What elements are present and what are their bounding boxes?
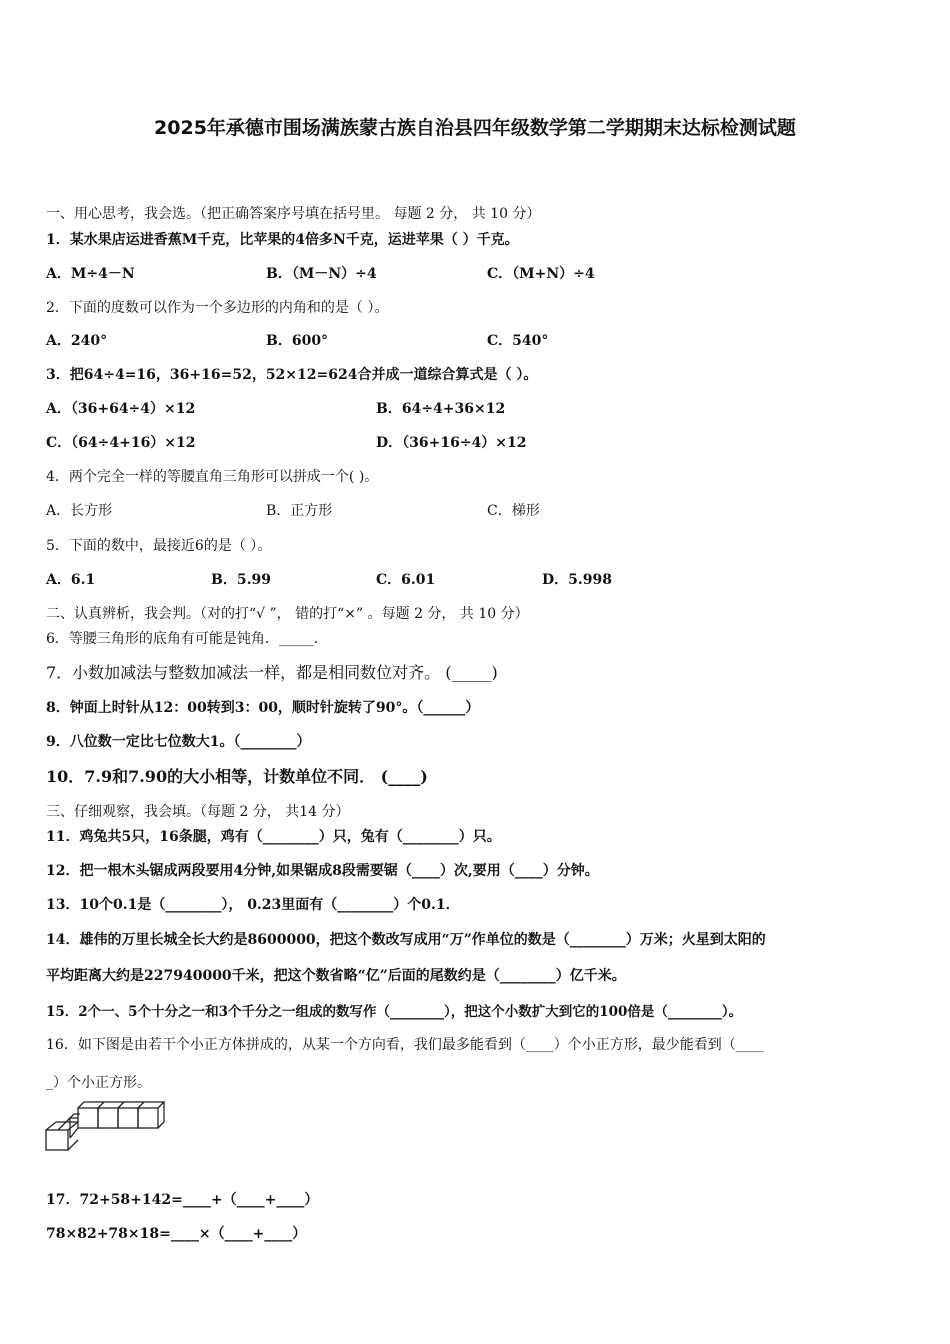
question-17-line-2: 78×82+78×18=____×（____+____） — [46, 1226, 307, 1242]
question-17-line-1: 17．72+58+142=____+（____+____） — [46, 1192, 319, 1208]
question-10: 10．7.9和7.90的大小相等，计数单位不同． (____) — [46, 767, 428, 786]
question-2: 2．下面的度数可以作为一个多边形的内角和的是（ ）。 — [46, 300, 389, 316]
q3-option-d: D．（36+16÷4）×12 — [376, 435, 527, 451]
section3-heading: 三、仔细观察，我会填。（每题 2 分， 共14 分） — [46, 804, 350, 820]
question-1: 1．某水果店运进香蕉M千克，比苹果的4倍多N千克，运进苹果（ ）千克。 — [46, 232, 519, 248]
question-11: 11．鸡兔共5只，16条腿，鸡有（________）只，兔有（________）只。 — [46, 829, 501, 845]
q4-option-c: C．梯形 — [487, 503, 540, 519]
q5-option-c: C．6.01 — [376, 572, 436, 588]
q3-option-b: B．64÷4+36×12 — [376, 401, 506, 417]
q2-option-a: A．240° — [46, 333, 108, 349]
q5-option-a: A．6.1 — [46, 572, 96, 588]
question-15: 15．2个一、5个十分之一和3个千分之一组成的数写作（________），把这个小数扩大到它的100倍是（________）。 — [46, 1004, 743, 1020]
question-16-line-2: _）个小正方形。 — [46, 1075, 151, 1091]
q1-option-a: A．M÷4－N — [46, 266, 135, 282]
cube-stack-figure — [44, 1100, 174, 1152]
q4-option-b: B．正方形 — [266, 503, 333, 519]
q5-option-b: B．5.99 — [211, 572, 271, 588]
question-9: 9．八位数一定比七位数大1。（________） — [46, 734, 311, 750]
question-3: 3．把64÷4=16，36+16=52，52×12=624合并成一道综合算式是（ ）。 — [46, 367, 538, 383]
q3-option-a: A．（36+64÷4）×12 — [46, 401, 196, 417]
section2-heading: 二、认真辨析，我会判。（对的打“√ ”， 错的打“×” 。每题 2 分， 共 10 分） — [46, 606, 529, 622]
question-6: 6．等腰三角形的底角有可能是钝角．_____． — [46, 631, 328, 647]
question-12: 12．把一根木头锯成两段要用4分钟,如果锯成8段需要锯（____）次,要用（____）分钟。 — [46, 863, 599, 879]
q2-option-b: B．600° — [266, 333, 329, 349]
page-title: 2025年承德市围场满族蒙古族自治县四年级数学第二学期期末达标检测试题 — [154, 117, 796, 139]
question-14-line-1: 14．雄伟的万里长城全长大约是8600000，把这个数改写成用“万”作单位的数是（________）万米；火星到太阳的 — [46, 932, 766, 948]
question-14-line-2: 平均距离大约是227940000千米，把这个数省略“亿”后面的尾数约是（________）亿千米。 — [46, 968, 626, 984]
q4-option-a: A．长方形 — [46, 503, 113, 519]
q2-option-c: C．540° — [487, 333, 549, 349]
question-13: 13．10个0.1是（________）， 0.23里面有（________）个0.1． — [46, 897, 460, 913]
question-16-line-1: 16．如下图是由若干个小正方体拼成的，从某一个方向看，我们最多能看到（____）个小正方形，最少能看到（____ — [46, 1037, 764, 1053]
question-7: 7．小数加减法与整数加减法一样，都是相同数位对齐。 (_____) — [46, 663, 498, 682]
q5-option-d: D．5.998 — [542, 572, 612, 588]
q1-option-c: C．（M+N）÷4 — [487, 266, 595, 282]
q1-option-b: B．（M－N）÷4 — [266, 266, 377, 282]
question-4: 4．两个完全一样的等腰直角三角形可以拼成一个( )。 — [46, 469, 379, 485]
section1-heading: 一、用心思考，我会选。（把正确答案序号填在括号里。 每题 2 分， 共 10 分） — [46, 206, 541, 222]
question-5: 5．下面的数中，最接近6的是（ ）。 — [46, 538, 272, 554]
question-8: 8．钟面上时针从12：00转到3：00，顺时针旋转了90°。（______） — [46, 700, 480, 716]
q3-option-c: C．（64÷4+16）×12 — [46, 435, 196, 451]
